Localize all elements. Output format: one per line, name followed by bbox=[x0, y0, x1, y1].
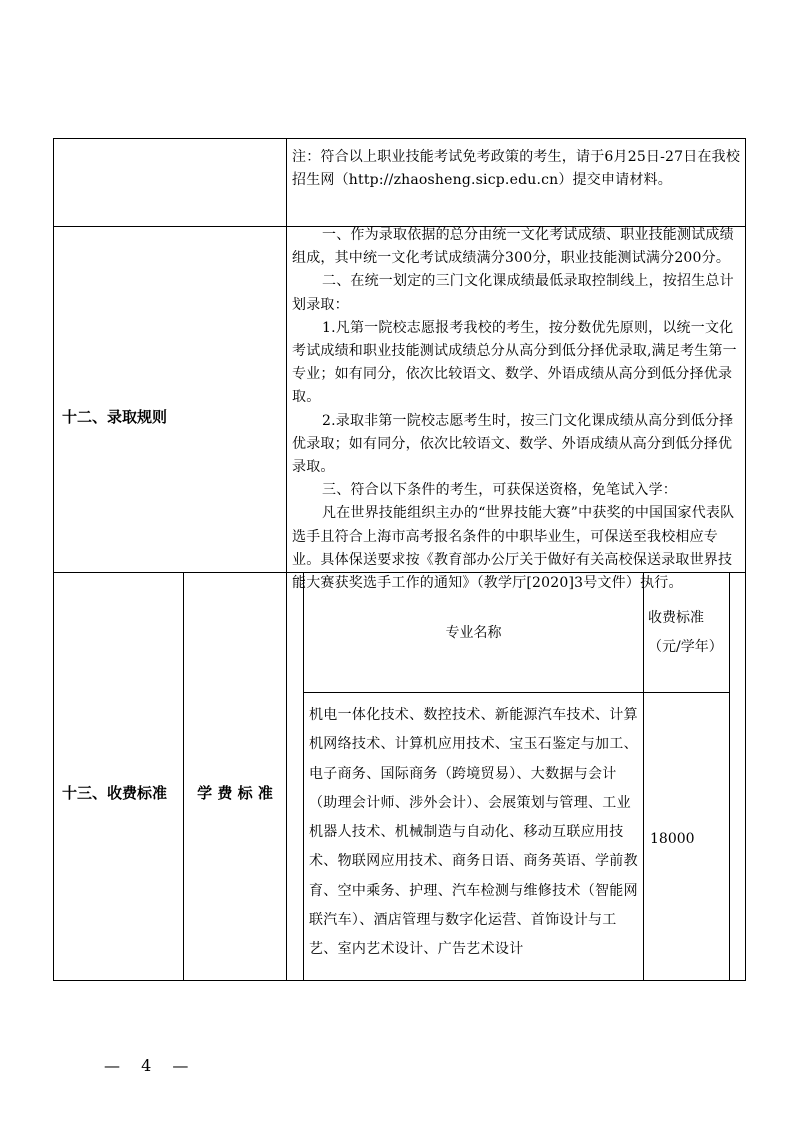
rule-paragraph: 三、符合以下条件的考生，可获保送资格，免笔试入学： bbox=[322, 482, 677, 499]
rule-paragraph: 一、作为录取依据的总分由统一文化考试成绩、职业技能测试成绩组成，其中统一文化考试成绩满分300分，职业技能测试满分200分。 bbox=[292, 227, 734, 267]
admission-note bbox=[292, 146, 742, 192]
fee-amount: 18000 bbox=[650, 831, 695, 847]
rule-paragraph: 2.录取非第一院校志愿考生时，按三门文化课成绩从高分到低分择优录取；如有同分，依次比较语文、数学、外语成绩从高分到低分择优录取。 bbox=[292, 412, 734, 476]
section-12-label: 十二、录取规则 bbox=[62, 408, 168, 426]
note-text: 注：符合以上职业技能考试免考政策的考生，请于6月25日-27日在我校招生网（http://zhaosheng.sicp.edu.cn）提交申请材料。 bbox=[292, 149, 741, 189]
rule-paragraph: 凡在世界技能组织主办的“世界技能大赛”中获奖的中国国家代表队选手且符合上海市高考报名条件的中职毕业生，可保送至我校相应专业。具体保送要求按《教育部办公厅关于做好有关高校保送录取世界技能大赛获奖选手工作的通知》（教学厅[2020]3号文件）执行。 bbox=[292, 505, 735, 592]
section-13-label: 十三、收费标准 bbox=[62, 784, 168, 802]
rule-paragraph: 1.凡第一院校志愿报考我校的考生，按分数优先原则，以统一文化考试成绩和职业技能测试成绩总分从高分到低分择优录取,满足考生第一专业；如有同分，依次比较语文、数学、外语成绩从高分到低分择优录取。 bbox=[292, 319, 737, 406]
majors-list: 机电一体化技术、数控技术、新能源汽车技术、计算机网络技术、计算机应用技术、宝玉石鉴定与加工、电子商务、国际商务（跨境贸易）、大数据与会计（助理会计师、涉外会计）、会展策划与管理、工业机器人技术、机械制造与自动化、移动互联应用技术、物联网应用技术、商务日语、商务英语、学前教育、空中乘务、护理、汽车检测与维修技术（智能网联汽车）、酒店管理与数字化运营、首饰设计与工艺、室内艺术设计、广告艺术设计 bbox=[309, 707, 638, 958]
admission-rules bbox=[292, 224, 742, 595]
fee-header-major: 专业名称 bbox=[445, 625, 502, 641]
page-number: — 4 — bbox=[104, 1056, 197, 1075]
rule-paragraph: 二、在统一划定的三门文化课成绩最低录取控制线上，按招生总计划录取： bbox=[292, 273, 734, 313]
tuition-label: 学 费 标 准 bbox=[197, 784, 273, 802]
fee-header-fee: 收费标准（元/学年） bbox=[648, 610, 723, 655]
